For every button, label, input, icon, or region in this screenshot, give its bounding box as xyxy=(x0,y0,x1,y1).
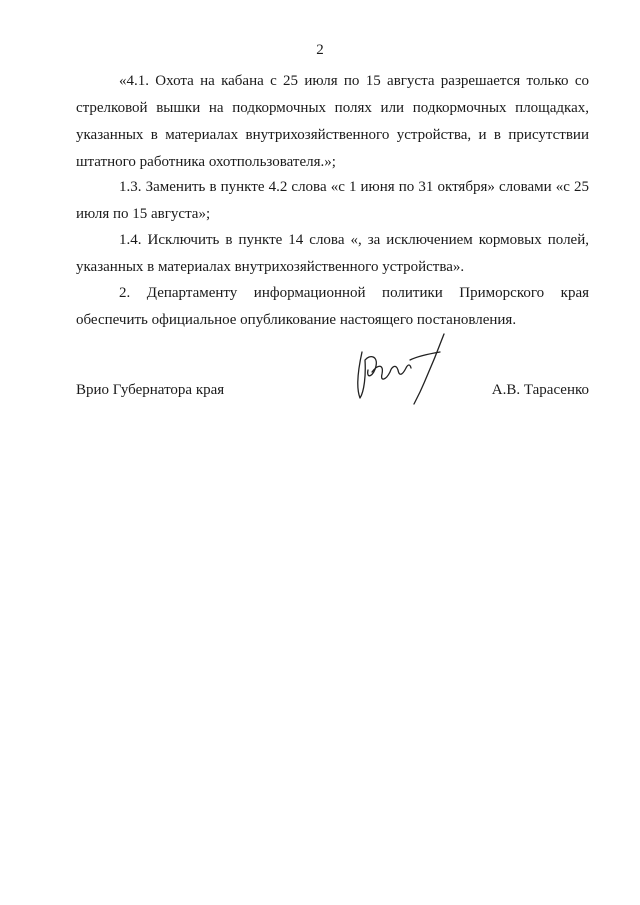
paragraph-1-3: 1.3. Заменить в пункте 4.2 слова «с 1 июня по 31 октября» словами «с 25 июля по 15 августа»; xyxy=(76,179,589,222)
paragraph-4-1: «4.1. Охота на кабана с 25 июля по 15 августа разрешается только со стрелковой вышки на подкормочных полях или подкормочных площадках, указанных в материалах внутрихозяйственного устройства, и в присутствии штатного работника охотпользователя.»; xyxy=(76,73,589,170)
handwritten-signature xyxy=(348,330,458,410)
paragraph-2: 2. Департаменту информационной политики Приморского края обеспечить официальное опубликование настоящего постановления. xyxy=(76,285,589,328)
page-number: 2 xyxy=(316,42,324,58)
paragraph-1-4: 1.4. Исключить в пункте 14 слова «, за исключением кормовых полей, указанных в материалах внутрихозяйственного устройства». xyxy=(76,232,589,275)
signatory-position: Врио Губернатора края xyxy=(76,382,225,398)
signatory-name: А.В. Тарасенко xyxy=(491,382,589,398)
